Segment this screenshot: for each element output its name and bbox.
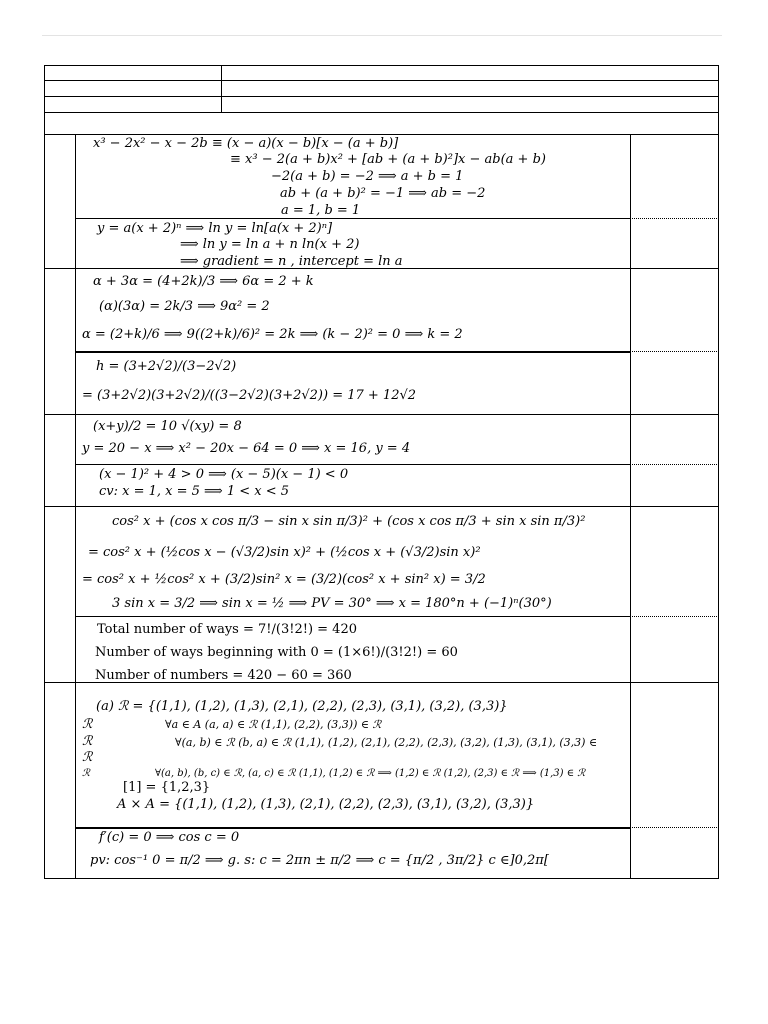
part-separator-dotted [630,351,719,352]
header-column-line [221,65,222,112]
part-separator-dotted [630,218,719,219]
solution-line: x³ − 2x² − x − 2b ≡ (x − a)(x − b)[x − (a + b)] [93,136,399,151]
page-top-rule [42,35,722,36]
solution-line: Number of numbers = 420 − 60 = 360 [95,668,352,683]
header-row-line [44,80,719,81]
solution-line: Number of ways beginning with 0 = (1×6!)/(3!2!) = 60 [95,645,458,660]
solution-line: a = 1, b = 1 [281,203,361,218]
solution-line: (α)(3α) = 2k/3 ⟹ 9α² = 2 [99,299,270,314]
part-separator [75,464,630,465]
solution-line: = cos² x + (½cos x − (√3/2)sin x)² + (½cos x + (√3/2)sin x)² [88,545,481,560]
part-separator-dotted [630,464,719,465]
solution-line: (x − 1)² + 4 > 0 ⟹ (x − 5)(x − 1) < 0 [99,467,349,482]
solution-line: A × A = {(1,1), (1,2), (1,3), (2,1), (2,2), (2,3), (3,1), (3,2), (3,3)} [117,797,535,812]
solution-line: α + 3α = (4+2k)/3 ⟹ 6α = 2 + k [93,274,314,289]
solution-line: Total number of ways = 7!/(3!2!) = 420 [97,622,357,637]
solution-line: [1] = {1,2,3} [123,780,211,795]
part-separator-dotted [630,827,719,828]
solution-line: h = (3+2√2)/(3−2√2) [96,359,237,374]
relation-symbol: ℛ [82,734,93,749]
header-table [44,65,719,135]
solution-line: ∀a ∈ A (a, a) ∈ ℛ (1,1), (2,2), (3,3)) ∈ ℛ [165,718,382,731]
solution-line: cv: x = 1, x = 5 ⟹ 1 < x < 5 [99,484,290,499]
solution-line: ⟹ gradient = n , intercept = ln a [180,254,403,269]
question-separator [44,506,719,507]
part-separator [75,616,630,617]
solution-line: ≡ x³ − 2(a + b)x² + [ab + (a + b)²]x − ab(a + b) [230,152,546,167]
solution-line: = (3+2√2)(3+2√2)/((3−2√2)(3+2√2)) = 17 + 12√2 [82,388,417,403]
solution-line: = cos² x + ½cos² x + (3/2)sin² x = (3/2)(cos² x + sin² x) = 3/2 [82,572,486,587]
solution-line: ⟹ ln y = ln a + n ln(x + 2) [180,237,360,252]
header-row-line [44,96,719,97]
solution-line: −2(a + b) = −2 ⟹ a + b = 1 [271,169,464,184]
solution-line: ab + (a + b)² = −1 ⟹ ab = −2 [280,186,486,201]
part-separator-dotted [630,616,719,617]
solution-line: f′(c) = 0 ⟹ cos c = 0 [99,830,240,845]
header-row-line [44,112,719,113]
solution-line: ∀(a, b), (b, c) ∈ ℛ, (a, c) ∈ ℛ (1,1), (1,2) ∈ ℛ ⟹ (1,2) ∈ ℛ (1,2), (2,3) ∈ ℛ ⟹ (1,3) ∈ ℛ [155,768,586,779]
solution-line: y = a(x + 2)ⁿ ⟹ ln y = ln[a(x + 2)ⁿ] [97,221,333,236]
relation-symbol: ℛ [82,768,90,779]
solution-line: 3 sin x = 3/2 ⟹ sin x = ½ ⟹ PV = 30° ⟹ x = 180°n + (−1)ⁿ(30°) [112,596,552,611]
part-separator [75,351,630,353]
relation-symbol: ℛ [82,750,93,765]
solution-line: (a) ℛ = {(1,1), (1,2), (1,3), (2,1), (2,2), (2,3), (3,1), (3,2), (3,3)} [96,699,508,714]
part-separator [75,827,630,829]
solution-line: α = (2+k)/6 ⟹ 9((2+k)/6)² = 2k ⟹ (k − 2)² = 0 ⟹ k = 2 [82,327,463,342]
solution-line: ∀(a, b) ∈ ℛ (b, a) ∈ ℛ (1,1), (1,2), (2,1), (2,2), (2,3), (3,2), (1,3), (3,1), (3,3) ∈ [175,736,598,749]
solution-line: y = 20 − x ⟹ x² − 20x − 64 = 0 ⟹ x = 16, y = 4 [82,441,411,456]
solution-line: (x+y)/2 = 10 √(xy) = 8 [93,419,242,434]
question-separator [44,414,719,415]
solution-line: cos² x + (cos x cos π/3 − sin x sin π/3)² + (cos x cos π/3 + sin x sin π/3)² [112,514,586,529]
relation-symbol: ℛ [82,717,93,732]
solution-line: pv: cos⁻¹ 0 = π/2 ⟹ g. s: c = 2πn ± π/2 ⟹ c = {π/2 , 3π/2} c ∈]0,2π[ [90,853,549,868]
